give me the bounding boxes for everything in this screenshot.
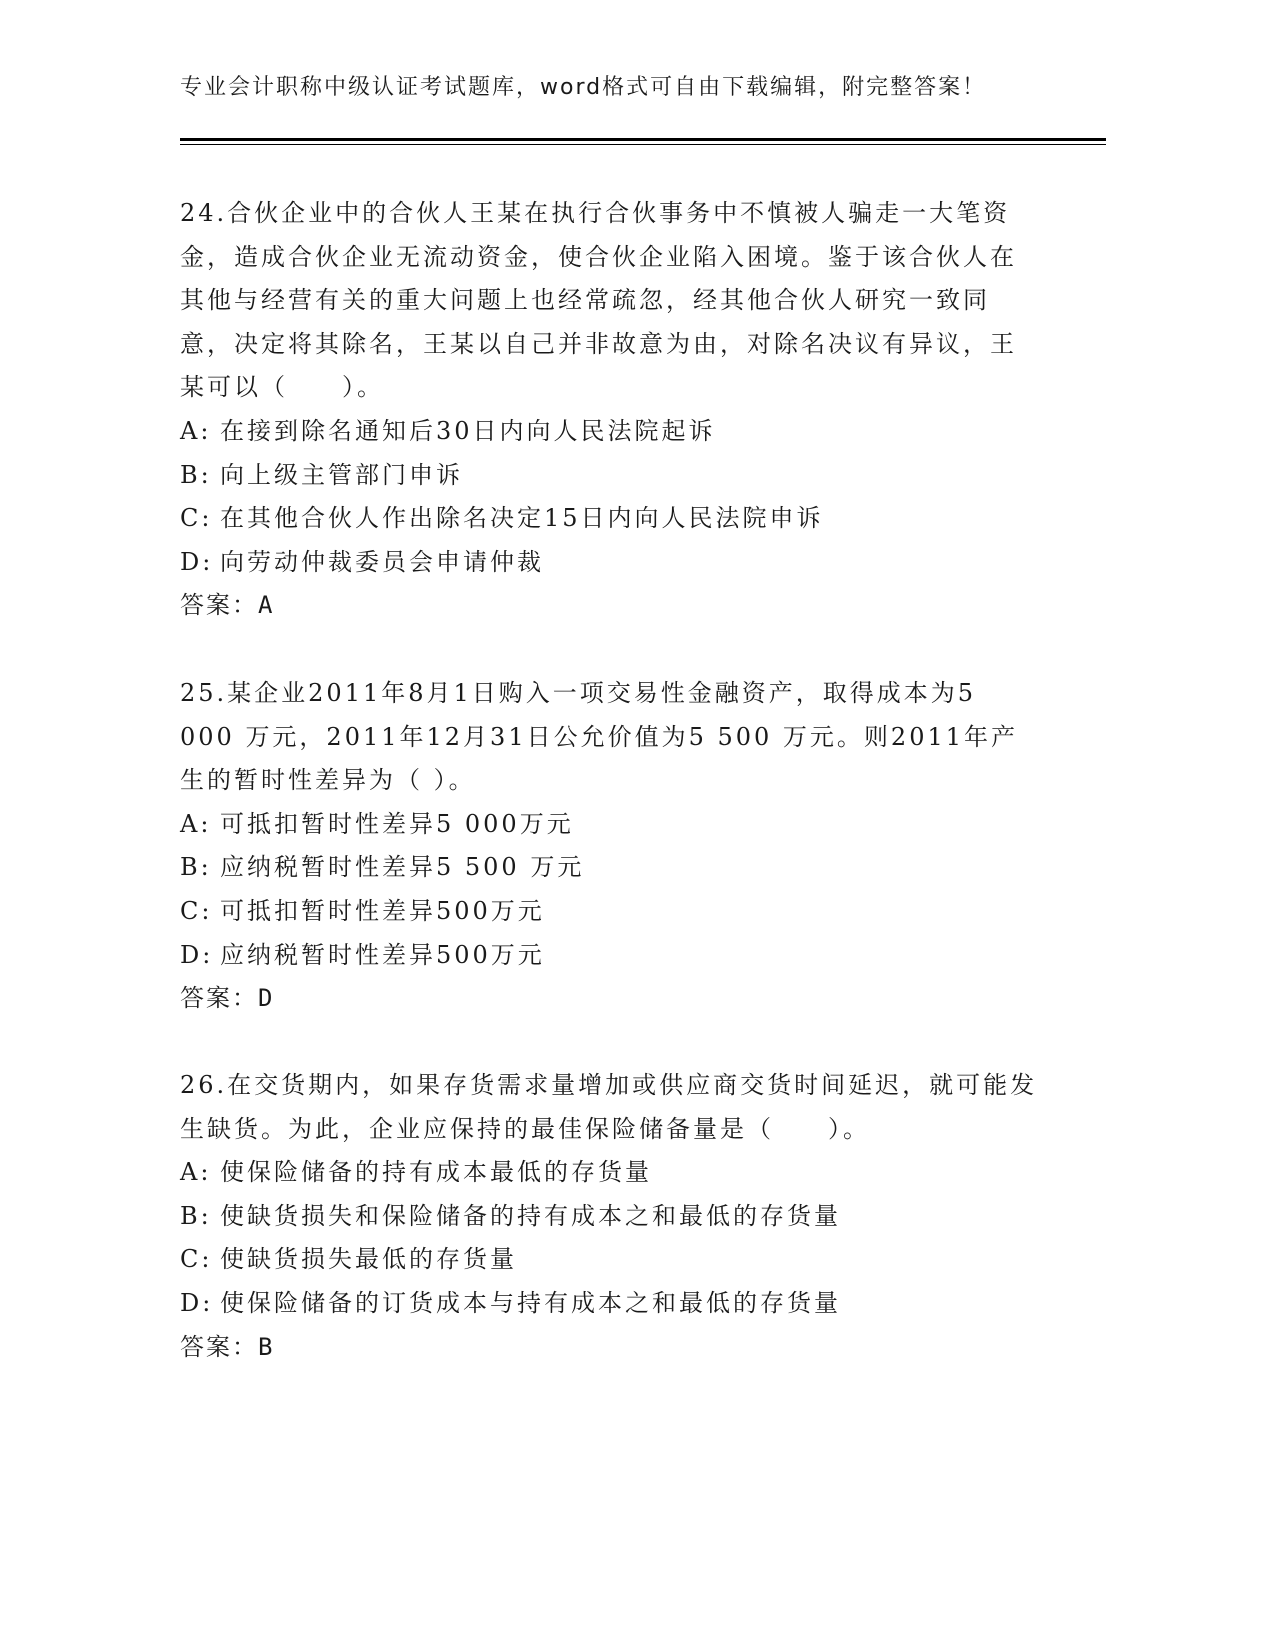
option-text: 使保险储备的订货成本与持有成本之和最低的存货量: [220, 1288, 841, 1317]
answer-line: [180, 584, 1040, 628]
option-text: 向上级主管部门申诉: [220, 460, 463, 489]
option-text: 使保险储备的持有成本最低的存货量: [220, 1158, 652, 1187]
option-text: 可抵扣暂时性差异500万元: [220, 896, 545, 925]
option-key: D:: [180, 940, 214, 969]
option-text: 向劳动仲裁委员会申请仲裁: [220, 547, 544, 576]
option-b: [180, 454, 1040, 498]
answer-label: 答案：: [180, 984, 258, 1013]
question-stem: 25.某企业2011年8月1日购入一项交易性金融资产，取得成本为5 000 万元，2011年12月31日公允价值为5 500 万元。则2011年产生的暂时性差异为（ ）。: [180, 679, 1019, 795]
option-text: 应纳税暂时性差异500万元: [220, 940, 545, 969]
question-stem: 24.合伙企业中的合伙人王某在执行合伙事务中不慎被人骗走一大笔资金，造成合伙企业无流动资金，使合伙企业陷入困境。鉴于该合伙人在其他与经营有关的重大问题上也经常疏忽，经其他合伙人研究一致同意，决定将其除名，王某以自己并非故意为由，对除名决议有异议，王某可以（ ）。: [180, 199, 1017, 402]
option-text: 应纳税暂时性差异5 500 万元: [220, 853, 585, 882]
option-key: B:: [180, 1201, 212, 1230]
option-key: A:: [180, 416, 212, 445]
answer-value: A: [258, 591, 273, 620]
option-key: D:: [180, 547, 214, 576]
option-key: A:: [180, 1158, 212, 1187]
header-rule-thick: [180, 138, 1106, 141]
option-c: [180, 1238, 1040, 1282]
option-key: C:: [180, 504, 213, 533]
answer-label: 答案：: [180, 591, 258, 620]
answer-label: 答案：: [180, 1332, 258, 1361]
option-a: [180, 410, 1040, 454]
option-key: B:: [180, 853, 212, 882]
answer-line: [180, 977, 1040, 1021]
option-key: A:: [180, 809, 212, 838]
option-a: [180, 1151, 1040, 1195]
option-text: 可抵扣暂时性差异5 000万元: [220, 809, 574, 838]
option-c: [180, 497, 1040, 541]
option-key: C:: [180, 896, 213, 925]
option-b: [180, 1195, 1040, 1239]
option-key: C:: [180, 1245, 213, 1274]
option-d: [180, 1282, 1040, 1326]
page-header: 专业会计职称中级认证考试题库，word格式可自由下载编辑，附完整答案！: [180, 75, 987, 100]
answer-line: [180, 1326, 1040, 1370]
option-text: 使缺货损失最低的存货量: [220, 1245, 517, 1274]
option-a: [180, 803, 1040, 847]
option-d: [180, 934, 1040, 978]
question-25: [180, 672, 1040, 1021]
question-stem: 26.在交货期内，如果存货需求量增加或供应商交货时间延迟，就可能发生缺货。为此，企业应保持的最佳保险储备量是（ ）。: [180, 1071, 1038, 1143]
question-24: [180, 192, 1040, 628]
option-d: [180, 541, 1040, 585]
option-c: [180, 890, 1040, 934]
option-text: 在其他合伙人作出除名决定15日内向人民法院申诉: [220, 504, 824, 533]
header-rule-thin: [180, 144, 1106, 145]
option-key: D:: [180, 1288, 214, 1317]
option-key: B:: [180, 460, 212, 489]
option-text: 在接到除名通知后30日内向人民法院起诉: [220, 416, 716, 445]
answer-value: D: [258, 984, 273, 1013]
option-b: [180, 846, 1040, 890]
question-26: [180, 1064, 1040, 1369]
option-text: 使缺货损失和保险储备的持有成本之和最低的存货量: [220, 1201, 841, 1230]
answer-value: B: [258, 1332, 273, 1361]
